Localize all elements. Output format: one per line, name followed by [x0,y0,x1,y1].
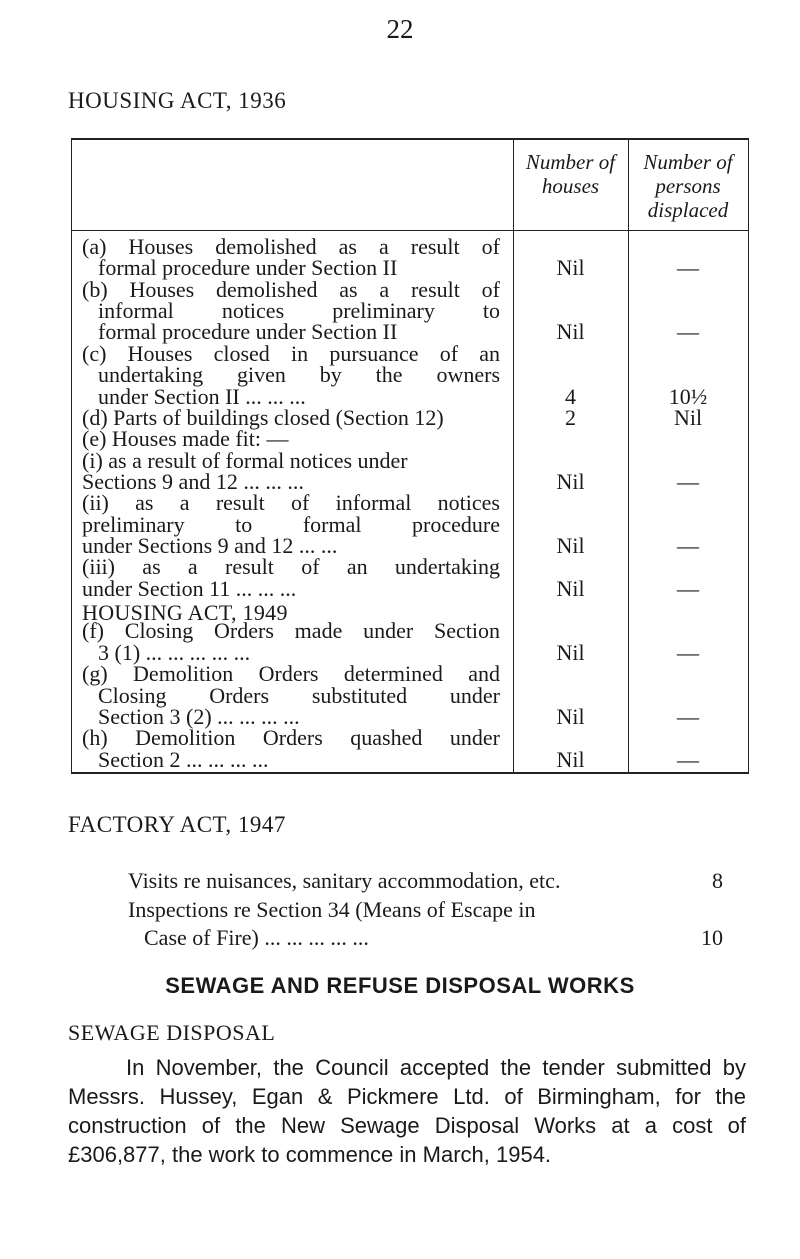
row-label: (d) Parts of buildings closed (Section 12) [82,404,444,430]
houses-value: 4 [565,383,576,409]
houses-value: Nil [556,319,585,345]
row-label: (iii) as a result of an undertaking under Section 11 ... ... ... [82,554,500,601]
persons-value: — [677,639,699,665]
persons-value: — [677,575,699,601]
factory-act-heading: FACTORY ACT, 1947 [68,812,286,837]
housing-1949-heading: HOUSING ACT, 1949 [82,600,288,626]
row-label: (e) Houses made fit: — [82,426,289,452]
houses-value: Nil [556,639,585,665]
persons-value: — [677,468,699,494]
row-label: (h) Demolition Orders quashed under Section 2 ... ... ... ... [82,725,500,772]
persons-value: — [677,255,699,281]
persons-value: — [677,533,699,559]
page-number: 22 [386,14,414,44]
row-label: (a) Houses demolished as a result of formal procedure under Section II [82,234,500,281]
housing-1936-heading: HOUSING ACT, 1936 [68,88,287,113]
row-label: (g) Demolition Orders determined and Closing Orders substituted under Section 3 (2) ... ... ... ... [82,661,500,729]
houses-value: Nil [556,703,585,729]
houses-value: Nil [556,255,585,281]
housing-1949-block [71,138,749,774]
persons-value: — [677,746,699,772]
houses-value: Nil [556,533,585,559]
sewage-disposal-heading: SEWAGE DISPOSAL [68,1020,276,1045]
factory-item-value: 8 [712,868,723,893]
row-label: (ii) as a result of informal notices preliminary to formal procedure under Sections 9 and 12 ... ... [82,490,500,559]
row-label: (i) as a result of formal notices under Sections 9 and 12 ... ... ... [82,447,408,494]
houses-value: Nil [556,575,585,601]
column-header-persons: Number of persons displaced [643,150,733,222]
houses-value: Nil [556,468,585,494]
persons-value: 10½ [668,383,708,409]
houses-value: Nil [556,746,585,772]
sewage-paragraph: In November, the Council accepted the tender submitted by Messrs. Hussey, Egan & Pickmere Ltd. of Birmingham, for the construction of the New Sewage Disposal Works at a cost of £306,877, the work to commence in March, 1954. [68,1055,746,1167]
row-label: (b) Houses demolished as a result of informal notices preliminary to formal procedure under Section II [82,276,500,345]
factory-item-visits: Visits re nuisances, sanitary accommodation, etc. 8 [128,867,723,896]
persons-value: — [677,319,699,345]
factory-item-value: 10 [701,925,723,950]
column-header-houses: Number of houses [525,150,616,198]
sewage-works-heading: SEWAGE AND REFUSE DISPOSAL WORKS [165,973,635,998]
persons-value: Nil [673,404,703,430]
factory-item-inspections: Inspections re Section 34 (Means of Escape in Case of Fire) ... ... ... ... ... 10 [128,896,723,953]
persons-value: — [677,703,699,729]
houses-value: 2 [565,404,576,430]
row-label: (c) Houses closed in pursuance of an undertaking given by the owners under Section II ... ... ... [82,340,500,409]
row-label: (f) Closing Orders made under Section 3 (1) ... ... ... ... ... [82,618,500,665]
